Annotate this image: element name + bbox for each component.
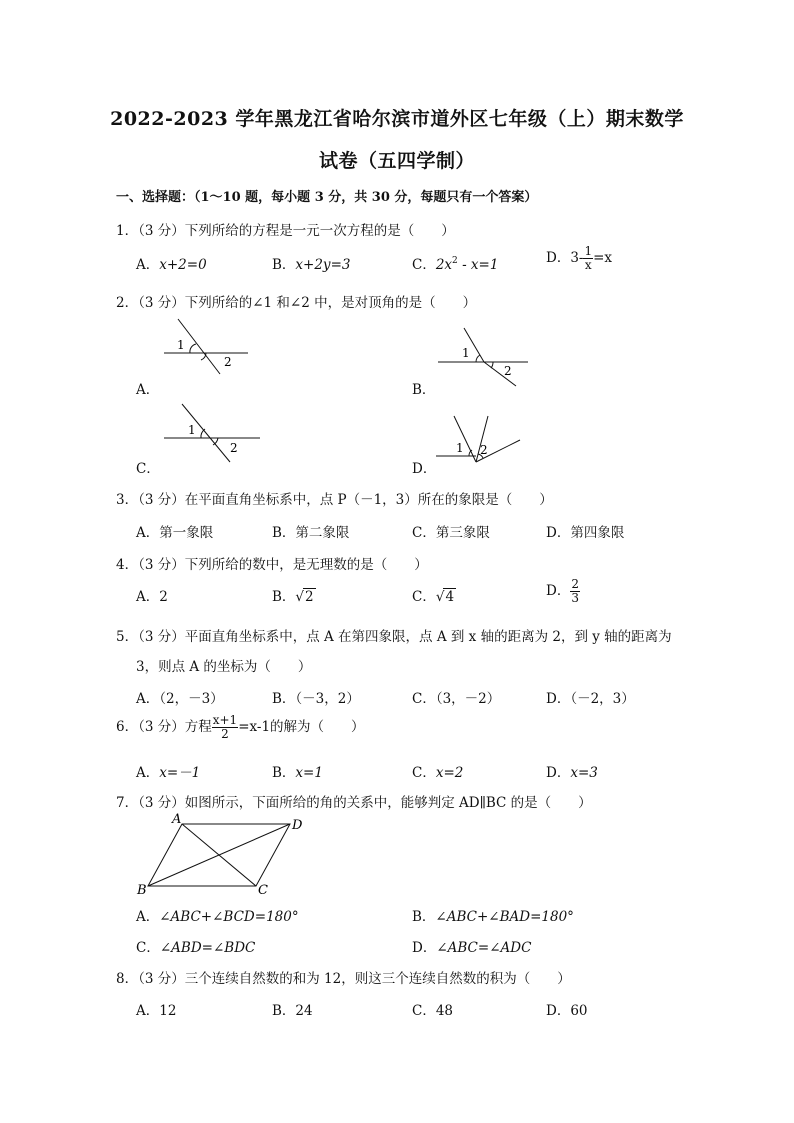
q1-option-d: D．3- $\frac{1}{x}$ =x [546, 244, 613, 272]
q2-option-c-label: C． [136, 461, 160, 477]
q2-option-b-label: B． [412, 382, 436, 398]
q5-option-a: A．（2，－3） [136, 691, 224, 707]
question-5-stem-line2: 3，则点 A 的坐标为（ ） [136, 659, 312, 675]
q2-option-a-label: A． [136, 382, 160, 398]
q4-b-sqrt: √2 [295, 589, 314, 605]
q6-option-c: C．x=2 [412, 765, 464, 781]
q4-option-c: C．√4 [412, 589, 455, 605]
q2-figure-c [160, 400, 264, 464]
q8-option-a: A．12 [136, 1003, 177, 1019]
q7-option-c: C．∠ABD=∠BDC [136, 940, 256, 956]
q1-option-b: B．x+2y=3 [272, 257, 351, 273]
q1-option-a: A．x+2=0 [136, 257, 207, 273]
q8-option-d: D．60 [546, 1003, 588, 1019]
q2-figure-a [160, 316, 252, 376]
q2b-angle-1-label: 1 [462, 346, 470, 360]
q2b-angle-2-label: 2 [504, 364, 512, 378]
exam-title-line2: 试卷（五四学制） [318, 150, 475, 172]
q7-point-b: B [137, 883, 147, 898]
q7-point-a: A [172, 812, 182, 827]
q6-fraction: $\frac{x+1}{2}$ [212, 713, 238, 741]
question-4-stem: 4．（3 分）下列所给的数中，是无理数的是（ ） [116, 557, 428, 573]
q7-point-c: C [258, 883, 268, 898]
q5-option-c: C．（3，－2） [412, 691, 501, 707]
q2d-angle-2-label: 2 [480, 443, 488, 457]
question-6-stem: 6．（3 分）方程 $\frac{x+1}{2}$ =x-1的解为（ ） [116, 713, 365, 741]
q8-option-c: C．48 [412, 1003, 454, 1019]
q6-option-b: B．x=1 [272, 765, 323, 781]
q2c-angle-2-label: 2 [230, 441, 238, 455]
question-5-stem-line1: 5．（3 分）平面直角坐标系中，点 A 在第四象限，点 A 到 x 轴的距离为 2，到 y 轴的距离为 [116, 629, 672, 645]
q2-figure-d [432, 412, 524, 468]
q3-option-d: D．第四象限 [546, 525, 625, 541]
question-7-stem: 7．（3 分）如图所示，下面所给的角的关系中，能够判定 AD∥BC 的是（ ） [116, 795, 592, 811]
q4-c-sqrt: √4 [435, 589, 455, 605]
q2d-angle-1-label: 1 [456, 441, 464, 455]
q7-option-a: A．∠ABC+∠BCD=180° [136, 909, 299, 925]
q6-option-a: A．x=－1 [136, 765, 201, 781]
question-1-stem: 1．（3 分）下列所给的方程是一元一次方程的是（ ） [116, 223, 455, 239]
q3-option-a: A．第一象限 [136, 525, 214, 541]
question-8-stem: 8．（3 分）三个连续自然数的和为 12，则这三个连续自然数的积为（ ） [116, 971, 571, 987]
q7-option-d: D．∠ABC=∠ADC [412, 940, 532, 956]
q4-d-fraction: $\frac{2}{3}$ [571, 577, 579, 605]
q1-d-fraction: $\frac{1}{x}$ [584, 244, 593, 272]
q6-option-d: D．x=3 [546, 765, 598, 781]
q8-option-b: B．24 [272, 1003, 313, 1019]
exam-title-line1: 2022-2023 学年黑龙江省哈尔滨市道外区七年级（上）期末数学 [110, 108, 684, 130]
q2-figure-b [434, 322, 532, 392]
q4-option-d: D． $\frac{2}{3}$ [546, 577, 579, 605]
section-heading: 一、选择题：（1～10 题，每小题 3 分，共 30 分，每题只有一个答案） [116, 190, 538, 205]
q7-option-b: B．∠ABC+∠BAD=180° [412, 909, 574, 925]
q2c-angle-1-label: 1 [188, 423, 196, 437]
q2a-angle-1-label: 1 [177, 338, 185, 352]
question-3-stem: 3．（3 分）在平面直角坐标系中，点 P（－1，3）所在的象限是（ ） [116, 492, 553, 508]
q4-option-a: A．2 [136, 589, 168, 605]
question-2-stem: 2．（3 分）下列所给的∠1 和∠2 中，是对顶角的是（ ） [116, 295, 477, 311]
q2-option-d-label: D． [412, 461, 437, 477]
q2a-angle-2-label: 2 [224, 355, 232, 369]
q3-option-b: B．第二象限 [272, 525, 350, 541]
q5-option-b: B．（－3，2） [272, 691, 360, 707]
q5-option-d: D．（－2，3） [546, 691, 635, 707]
q7-point-d: D [292, 818, 303, 833]
q3-option-c: C．第三象限 [412, 525, 490, 541]
q4-option-b: B．√2 [272, 589, 314, 605]
q1-option-c: C．$2x^2 - x=1$ [412, 256, 499, 273]
q7-parallelogram-figure [134, 812, 314, 898]
